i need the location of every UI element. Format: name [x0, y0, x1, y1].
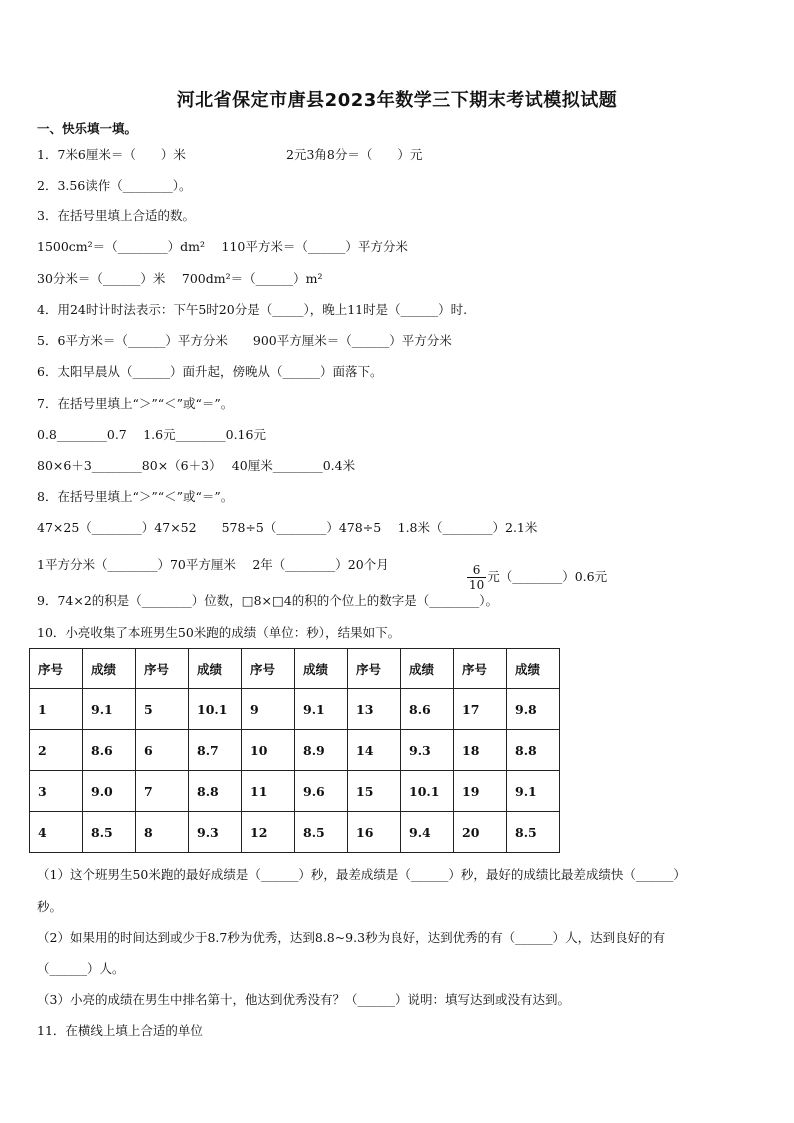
question-9: 9．74×2的积是（________）位数，□8×□4的积的个位上的数字是（________）。	[37, 593, 499, 608]
table-cell: 7	[136, 771, 189, 812]
question-6: 6．太阳早晨从（______）面升起，傍晚从（______）面落下。	[37, 364, 383, 379]
question-10-2b: （______）人。	[37, 961, 125, 976]
question-3a: 1500cm²＝（________）dm² 110平方米＝（______）平方分米	[37, 239, 408, 254]
table-header-cell: 成绩	[295, 649, 348, 689]
table-cell: 6	[136, 730, 189, 771]
table-cell: 3	[30, 771, 83, 812]
question-5: 5．6平方米＝（______）平方分米 900平方厘米＝（______）平方分米	[37, 333, 452, 348]
table-row	[30, 771, 560, 812]
table-cell: 11	[242, 771, 295, 812]
table-header-cell: 序号	[30, 649, 83, 689]
question-7b: 80×6＋3________80×（6＋3） 40厘米________0.4米	[37, 458, 356, 473]
table-header-cell: 成绩	[401, 649, 454, 689]
table-cell: 9	[242, 689, 295, 730]
section-heading: 一、快乐填一填。	[37, 121, 138, 136]
table-cell: 9.3	[401, 730, 454, 771]
table-cell: 15	[348, 771, 401, 812]
scores-table	[29, 648, 560, 853]
table-cell: 9.4	[401, 812, 454, 853]
table-header-cell: 序号	[348, 649, 401, 689]
table-cell: 9.6	[295, 771, 348, 812]
question-8b-right: 元（________）0.6元	[487, 569, 608, 584]
question-2: 2．3.56读作（________）。	[37, 178, 192, 193]
table-header-cell: 成绩	[189, 649, 242, 689]
table-row	[30, 730, 560, 771]
question-8: 8．在括号里填上“＞”“＜”或“＝”。	[37, 489, 234, 504]
table-header-cell: 序号	[454, 649, 507, 689]
question-11: 11．在横线上填上合适的单位	[37, 1023, 203, 1038]
question-3b: 30分米＝（______）米 700dm²＝（______）m²	[37, 271, 323, 286]
table-cell: 8.9	[295, 730, 348, 771]
table-cell: 8.7	[189, 730, 242, 771]
question-1b: 2元3角8分＝（ ）元	[286, 147, 423, 162]
table-cell: 9.1	[83, 689, 136, 730]
table-row	[30, 689, 560, 730]
question-7a: 0.8________0.7 1.6元________0.16元	[37, 427, 266, 442]
table-row	[30, 812, 560, 853]
table-header-row	[30, 649, 560, 689]
table-cell: 10.1	[401, 771, 454, 812]
table-cell: 8.6	[401, 689, 454, 730]
table-cell: 8.5	[507, 812, 560, 853]
fraction	[467, 563, 486, 592]
table-cell: 16	[348, 812, 401, 853]
table-cell: 1	[30, 689, 83, 730]
table-cell: 8.8	[189, 771, 242, 812]
table-cell: 13	[348, 689, 401, 730]
table-cell: 18	[454, 730, 507, 771]
table-cell: 9.8	[507, 689, 560, 730]
table-cell: 8.5	[295, 812, 348, 853]
table-cell: 17	[454, 689, 507, 730]
table-cell: 8.8	[507, 730, 560, 771]
page-title: 河北省保定市唐县2023年数学三下期末考试模拟试题	[176, 90, 618, 111]
table-cell: 9.0	[83, 771, 136, 812]
question-10-2a: （2）如果用的时间达到或少于8.7秒为优秀，达到8.8~9.3秒为良好，达到优秀的有（______）人，达到良好的有	[37, 930, 666, 945]
table-cell: 9.1	[507, 771, 560, 812]
question-10-1a: （1）这个班男生50米跑的最好成绩是（______）秒，最差成绩是（______）秒，最好的成绩比最差成绩快（______）	[37, 867, 686, 882]
table-cell: 2	[30, 730, 83, 771]
fraction-denominator: 10	[468, 578, 485, 592]
question-8b-fraction-row	[458, 545, 607, 592]
table-header-cell: 序号	[242, 649, 295, 689]
question-8a: 47×25（________）47×52 578÷5（________）478÷5 1.8米（________）2.1米	[37, 520, 538, 535]
table-cell: 4	[30, 812, 83, 853]
question-10-1b: 秒。	[37, 899, 63, 914]
question-1a: 1．7米6厘米＝（ ）米	[37, 147, 186, 162]
question-10: 10．小亮收集了本班男生50米跑的成绩（单位：秒），结果如下。	[37, 625, 401, 640]
fraction-numerator: 6	[467, 563, 486, 578]
question-4: 4．用24时计时法表示：下午5时20分是（_____），晚上11时是（______）时.	[37, 302, 468, 317]
table-cell: 8	[136, 812, 189, 853]
table-cell: 10.1	[189, 689, 242, 730]
question-10-3: （3）小亮的成绩在男生中排名第十，他达到优秀没有？（______）说明：填写达到或没有达到。	[37, 992, 570, 1007]
question-8b-left: 1平方分米（________）70平方厘米 2年（________）20个月	[37, 557, 389, 572]
table-cell: 8.6	[83, 730, 136, 771]
table-cell: 19	[454, 771, 507, 812]
question-7: 7．在括号里填上“＞”“＜”或“＝”。	[37, 396, 234, 411]
table-cell: 12	[242, 812, 295, 853]
table-cell: 20	[454, 812, 507, 853]
table-cell: 8.5	[83, 812, 136, 853]
table-header-cell: 序号	[136, 649, 189, 689]
table-header-cell: 成绩	[507, 649, 560, 689]
table-header-cell: 成绩	[83, 649, 136, 689]
table-cell: 9.3	[189, 812, 242, 853]
table-cell: 14	[348, 730, 401, 771]
table-cell: 5	[136, 689, 189, 730]
question-3: 3．在括号里填上合适的数。	[37, 208, 195, 223]
table-cell: 9.1	[295, 689, 348, 730]
table-cell: 10	[242, 730, 295, 771]
